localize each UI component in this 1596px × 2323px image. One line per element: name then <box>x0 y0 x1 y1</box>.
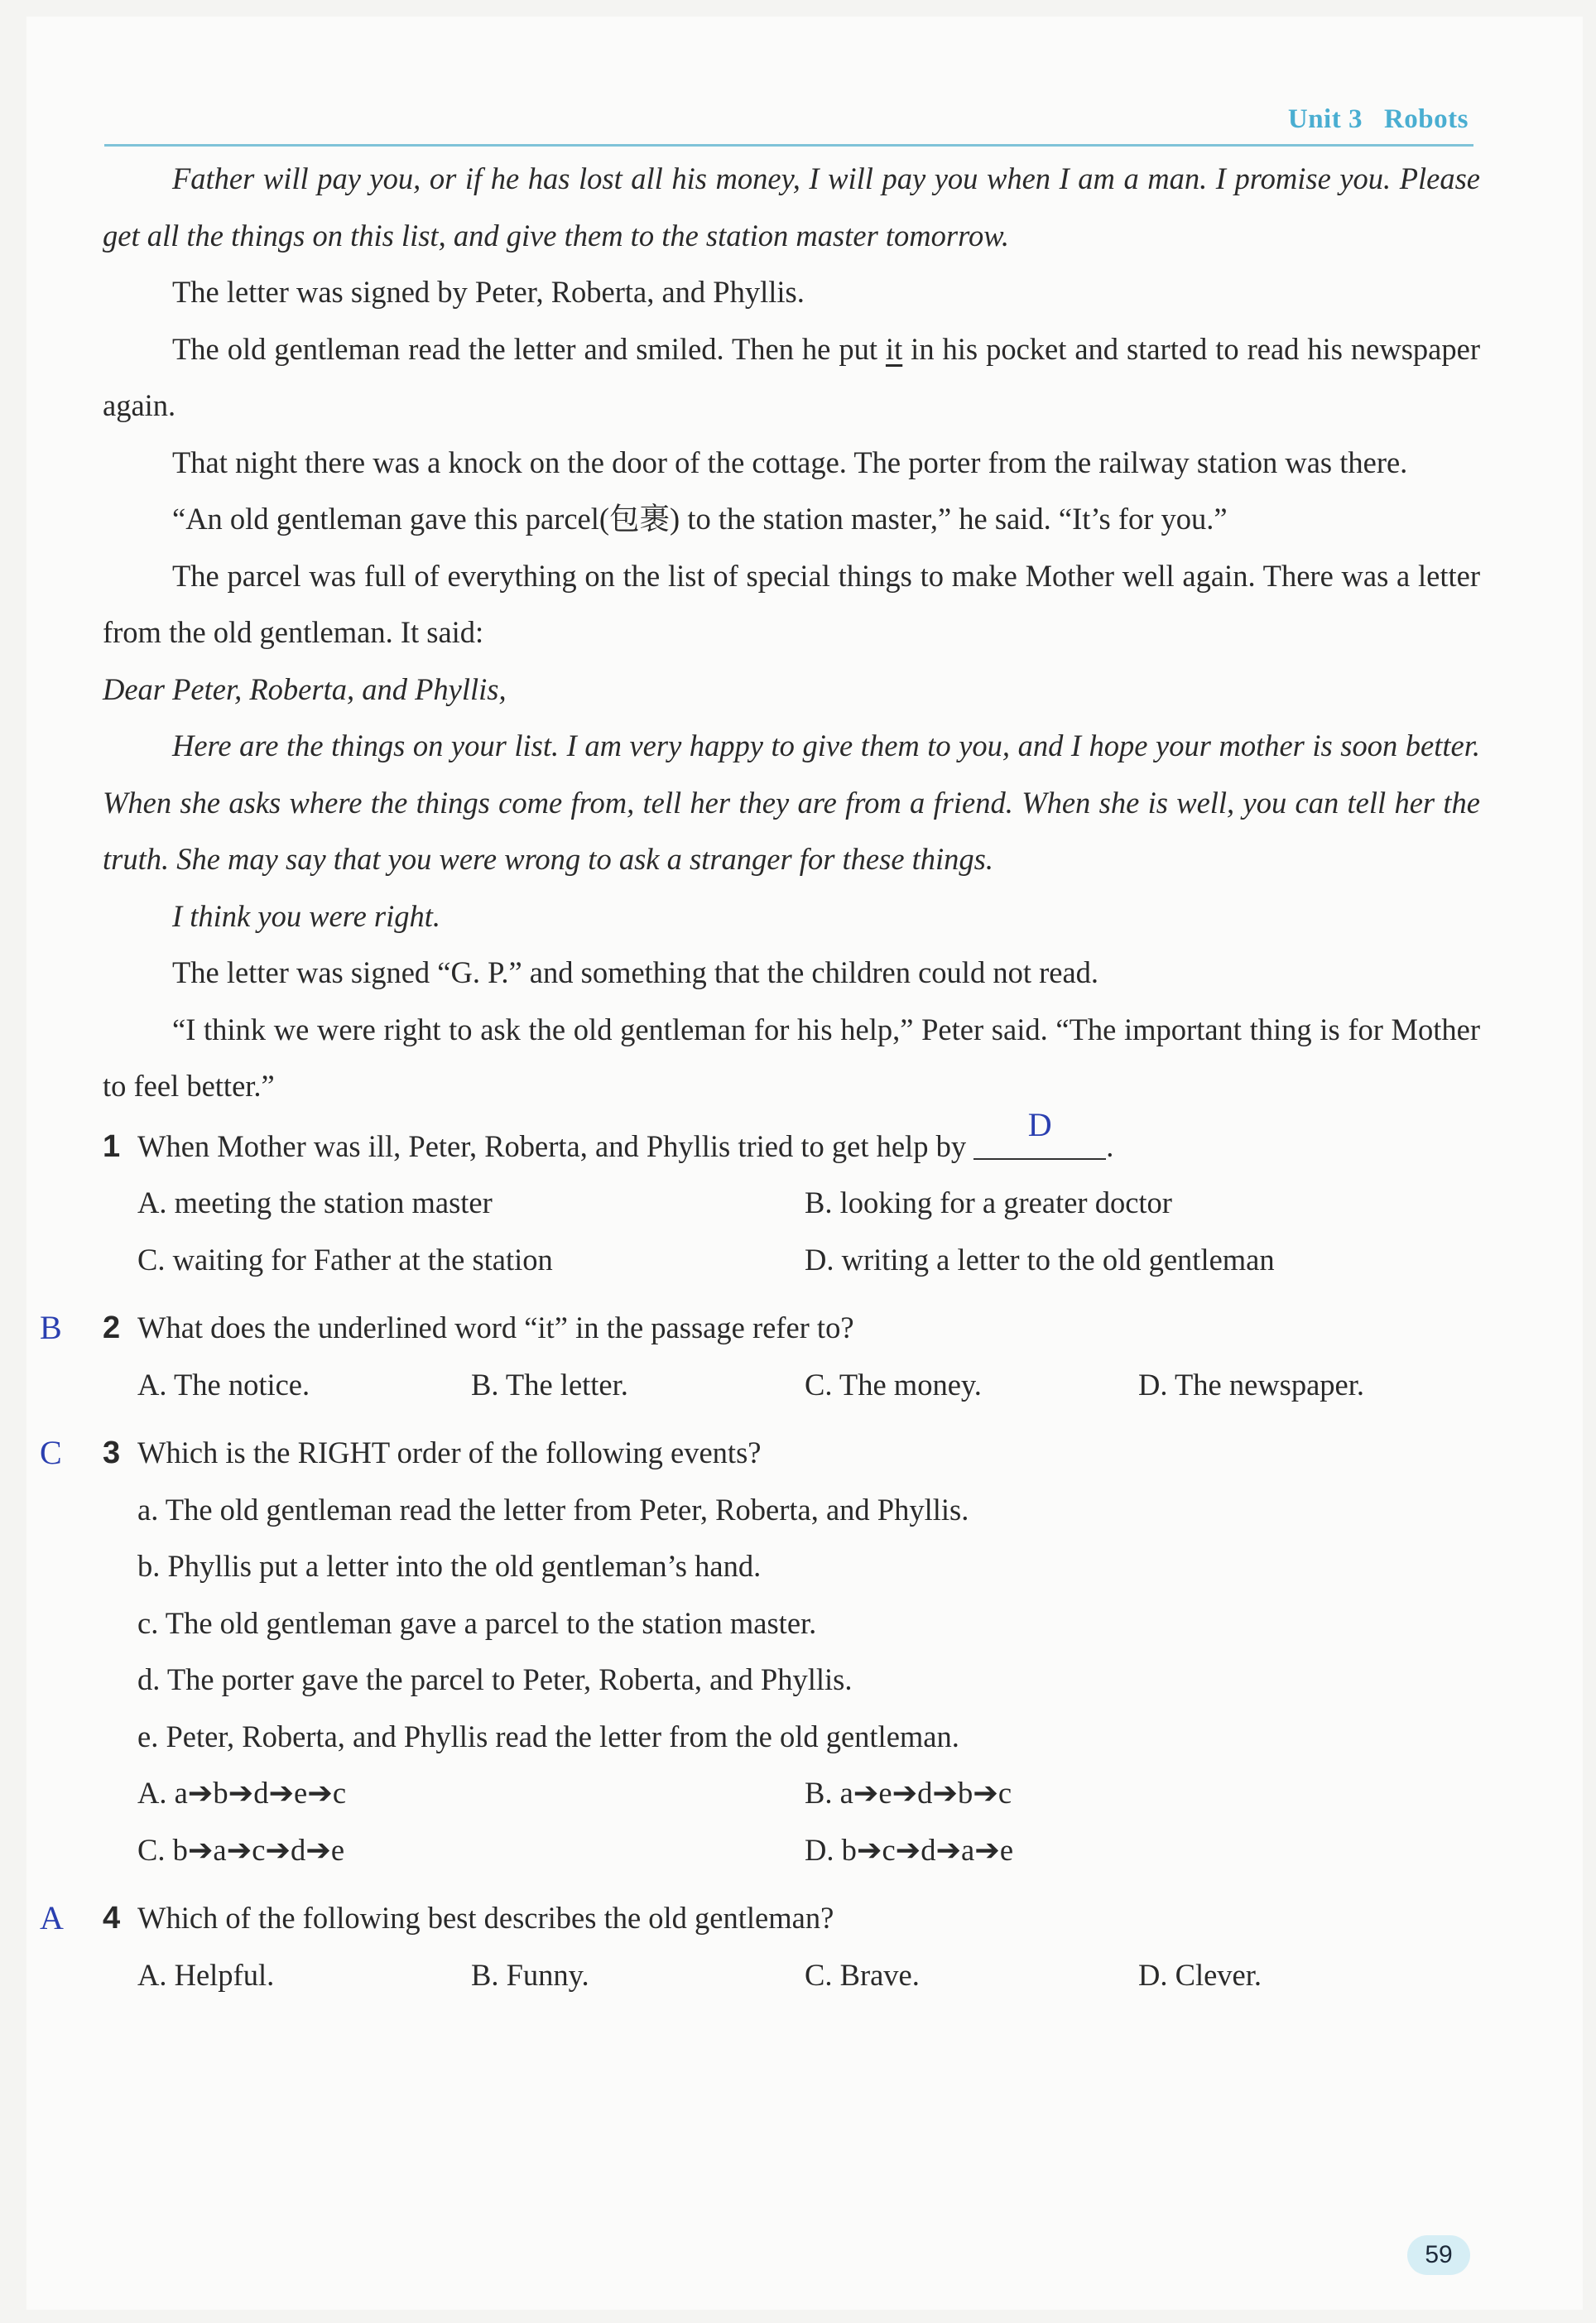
option[interactable]: A. Helpful. <box>137 1957 275 1992</box>
question-number: 1 <box>103 1128 121 1164</box>
answer-blank[interactable] <box>973 1105 1106 1160</box>
question-number: 3 <box>103 1436 121 1470</box>
underlined-word: it <box>885 331 903 366</box>
event-item: d. The porter gave the parcel to Peter, Roberta, and Phyllis. <box>137 1662 853 1696</box>
passage-paragraph: The parcel was full of everything on the list of special things to make Mother well again. There was a letter from the old gentleman. It said: <box>103 558 1480 649</box>
option[interactable]: C. waiting for Father at the station <box>137 1242 553 1277</box>
options-q2 <box>103 1357 1480 1414</box>
letter-body: Here are the things on your list. I am very happy to give them to you, and I hope your mother is soon better. When she asks where the things come from, tell her they are from a friend. When she is well, you can tell her the truth. She may say that you were wrong to ask a stranger for these things. <box>103 729 1480 876</box>
unit-label: Unit 3 <box>1287 104 1363 134</box>
event-item: a. The old gentleman read the letter from Peter, Roberta, and Phyllis. <box>137 1492 969 1527</box>
passage-paragraph: The letter was signed “G. P.” and something that the children could not read. <box>172 955 1099 989</box>
passage-paragraph: That night there was a knock on the door of the cottage. The porter from the railway station was there. <box>172 445 1408 479</box>
option[interactable]: D. writing a letter to the old gentleman <box>805 1242 1275 1277</box>
option[interactable]: A. The notice. <box>137 1367 310 1402</box>
option[interactable]: B. The letter. <box>471 1367 628 1402</box>
option[interactable]: C. The money. <box>805 1367 982 1402</box>
filled-answer: D <box>1027 1105 1052 1143</box>
page-number: 59 <box>1407 2235 1470 2275</box>
main-content <box>40 151 1480 2003</box>
options-q4 <box>103 1947 1480 2004</box>
handwritten-answer: A <box>40 1899 64 1936</box>
option[interactable]: C. b➔a➔c➔d➔e <box>137 1832 345 1867</box>
option[interactable]: D. Clever. <box>1138 1957 1262 1992</box>
passage-paragraph: The old gentleman read the letter and smiled. Then he put it in his pocket and started to read his newspaper again. <box>103 331 1480 422</box>
question-2 <box>40 1300 1480 1357</box>
option[interactable]: B. a➔e➔d➔b➔c <box>805 1776 1012 1810</box>
handwritten-answer: C <box>40 1434 62 1471</box>
event-item: e. Peter, Roberta, and Phyllis read the letter from the old gentleman. <box>137 1719 959 1753</box>
option[interactable]: A. meeting the station master <box>137 1186 493 1219</box>
handwritten-answer: B <box>40 1309 62 1346</box>
event-item: c. The old gentleman gave a parcel to the station master. <box>137 1605 817 1640</box>
page-header <box>104 101 1473 147</box>
question-3 <box>40 1425 1480 1482</box>
options-q1 <box>103 1175 1480 1288</box>
option[interactable]: D. The newspaper. <box>1138 1367 1365 1402</box>
passage-paragraph: Father will pay you, or if he has lost all his money, I will pay you when I am a man. I promise you. Please get all the things on this list, and give them to the station master tomorrow. <box>103 161 1480 252</box>
question-text: When Mother was ill, Peter, Roberta, and Phyllis tried to get help by <box>137 1128 967 1163</box>
question-4 <box>40 1890 1480 1947</box>
event-item: b. Phyllis put a letter into the old gentleman’s hand. <box>137 1549 762 1583</box>
passage-paragraph: The letter was signed by Peter, Roberta, and Phyllis. <box>172 275 805 309</box>
option[interactable]: A. a➔b➔d➔e➔c <box>137 1776 347 1810</box>
option[interactable]: B. looking for a greater doctor <box>805 1186 1172 1219</box>
question-number: 2 <box>103 1311 121 1345</box>
letter-salutation: Dear Peter, Roberta, and Phyllis, <box>103 671 507 706</box>
passage-paragraph: “An old gentleman gave this parcel(包裹) to the station master,” he said. “It’s for you.” <box>172 502 1228 536</box>
question-text: What does the underlined word “it” in the passage refer to? <box>137 1311 854 1344</box>
question-text: Which of the following best describes the old gentleman? <box>137 1901 834 1935</box>
option[interactable]: D. b➔c➔d➔a➔e <box>805 1832 1014 1867</box>
passage-paragraph: “I think we were right to ask the old gentleman for his help,” Peter said. “The important thing is for Mother to feel better.” <box>103 1012 1480 1103</box>
option[interactable]: B. Funny. <box>471 1957 589 1992</box>
unit-topic: Robots <box>1383 104 1469 134</box>
options-q3 <box>103 1765 1480 1878</box>
letter-closing: I think you were right. <box>172 898 441 933</box>
question-1: 1 When Mother was ill, Peter, Roberta, and Phyllis tried to get help by D . <box>103 1118 1480 1176</box>
question-number: 4 <box>103 1901 121 1936</box>
option[interactable]: C. Brave. <box>805 1957 920 1992</box>
event-list <box>103 1482 1480 1766</box>
unit-title <box>1288 104 1469 135</box>
question-text: Which is the RIGHT order of the following events? <box>137 1436 762 1469</box>
